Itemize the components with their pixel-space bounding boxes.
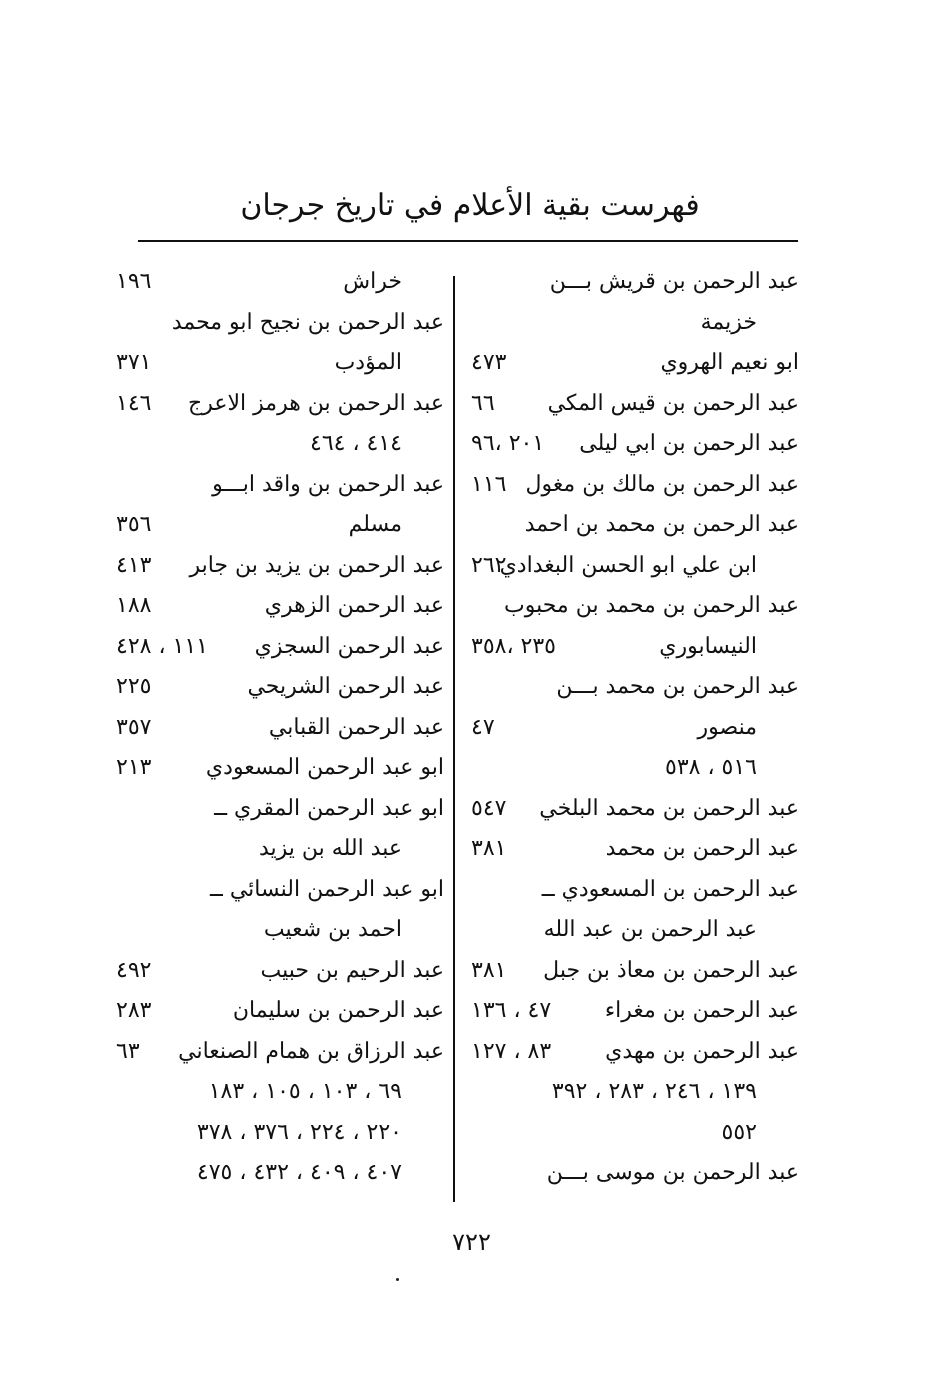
entry-name: ابن علي ابو الحسن البغدادي [499,552,757,578]
entry-name: عبد الرحمن بن معاذ بن جبل [543,957,799,983]
entry-pages: ٢١٣ [116,755,152,780]
index-entry [465,465,805,506]
entry-name: خزيمة [700,309,757,335]
index-entry [465,343,805,384]
entry-name: عبد الرحمن الزهري [264,593,444,618]
entry-pages: ٢٣٥ ،٣٥٨ [471,633,556,659]
index-entry [465,708,805,749]
entry-name: ابو عبد الرحمن النسائي ــ [209,876,444,902]
entry-pages: ٥٤٧ [471,795,507,821]
index-entry [110,465,450,506]
entry-pages: ١٤٦ [116,390,152,416]
entry-name: عبد الرحيم بن حبيب [260,957,444,983]
entry-name: عبد الله بن يزيد [259,836,402,861]
entry-pages: ٢٢٥ [116,674,152,699]
entry-name: ٤١٤ ، ٤٦٤ [310,431,402,456]
entry-pages: ٣٥٧ [116,714,152,740]
index-entry [110,424,450,465]
entry-name: عبد الرحمن الشريحي [247,674,444,699]
entry-name: احمد بن شعيب [263,917,402,942]
entry-name: عبد الرحمن بن محمد بن محبوب [504,593,799,618]
entry-pages: ٤٩٢ [116,957,152,983]
page-title: فهرست بقية الأعلام في تاريخ جرجان [240,188,700,223]
entry-name: النيسابوري [659,633,757,659]
index-entry [465,1072,805,1113]
entry-pages: ٢٦٢ [471,552,507,578]
entry-name: منصور [697,714,757,740]
entry-name: ابو نعيم الهروي [660,350,799,375]
index-entry [110,870,450,911]
entry-name: عبد الرحمن بن واقد ابـــو [212,471,444,497]
index-entry [110,910,450,951]
entry-pages: ٨٣ ، ١٢٧ [471,1038,552,1064]
index-entry [110,829,450,870]
index-entry [465,870,805,911]
index-entry [465,546,805,587]
index-entry [465,505,805,546]
index-entry [465,1032,805,1073]
index-entry [465,586,805,627]
index-entry [465,910,805,951]
entry-pages: ١١٦ [471,471,507,497]
index-entry [465,303,805,344]
entry-name: ابو عبد الرحمن المقري ــ [214,795,444,821]
entry-name: عبد الرحمن بن مهدي [605,1038,799,1064]
index-entry [110,1113,450,1154]
entry-name: عبد الرحمن بن موسى بـــن [546,1160,799,1185]
index-entry [110,505,450,546]
index-entry [110,1153,450,1194]
entry-name: عبد الرحمن بن نجيح ابو محمد [171,309,444,335]
entry-name: عبد الرحمن بن هرمز الاعرج [188,390,444,416]
index-entry [110,667,450,708]
entry-name: عبد الرحمن القبابي [268,714,444,740]
entry-name: عبد الرحمن بن قيس المكي [547,390,799,416]
index-column-left [110,262,450,1194]
index-column-right [465,262,805,1194]
header-rule [138,240,798,242]
entry-pages: ٦٦ [471,390,495,416]
entry-name: ابو عبد الرحمن المسعودي [205,755,444,780]
entry-name: خراش [343,269,402,294]
index-entry [465,748,805,789]
index-entry [465,1113,805,1154]
entry-pages: ٤٧ ، ١٣٦ [471,998,552,1023]
entry-name: ٤٠٧ ، ٤٠٩ ، ٤٣٢ ، ٤٧٥ [196,1160,402,1185]
entry-name: ٥١٦ ، ٥٣٨ [665,755,757,780]
entry-pages: ٣٥٦ [116,512,152,537]
entry-pages: ٣٧١ [116,350,152,375]
index-entry [110,789,450,830]
index-entry [110,262,450,303]
index-entry [110,1072,450,1113]
entry-name: عبد الرحمن بن مالك بن مغول [525,471,799,497]
entry-name: عبد الرحمن بن محمد بـــن [556,674,799,699]
column-divider [453,276,455,1202]
entry-name: ٢٢٠ ، ٢٢٤ ، ٣٧٦ ، ٣٧٨ [196,1119,402,1145]
entry-name: عبد الرزاق بن همام الصنعاني [178,1038,444,1064]
index-entry [110,586,450,627]
entry-pages: ٢٨٣ [116,998,152,1023]
entry-pages: ١٨٨ [116,593,152,618]
index-entry [110,546,450,587]
entry-name: ٦٩ ، ١٠٣ ، ١٠٥ ، ١٨٣ [208,1079,402,1104]
index-entry [465,789,805,830]
print-speck [396,1278,399,1281]
index-entry [465,262,805,303]
entry-name: عبد الرحمن السجزي [254,633,444,659]
page-number: ٧٢٢ [452,1228,491,1256]
entry-name: عبد الرحمن بن مغراء [604,998,799,1023]
entry-name: عبد الرحمن بن محمد [605,836,799,861]
index-entry [465,1153,805,1194]
index-entry [110,991,450,1032]
entry-pages: ٢٠١ ،٩٦ [471,431,545,456]
entry-pages: ٤٧٣ [471,350,507,375]
entry-name: عبد الرحمن بن يزيد بن جابر [189,552,444,578]
index-entry [110,384,450,425]
index-entry [465,384,805,425]
entry-name: عبد الرحمن بن ابي ليلى [579,431,799,456]
entry-name: عبد الرحمن بن محمد بن احمد [524,512,799,537]
entry-name: ٥٥٢ [721,1119,757,1145]
index-entry [110,951,450,992]
entry-pages: ٣٨١ [471,957,507,983]
entry-name: ١٣٩ ، ٢٤٦ ، ٢٨٣ ، ٣٩٢ [551,1079,757,1104]
entry-name: عبد الرحمن بن محمد البلخي [539,795,799,821]
index-entry [110,748,450,789]
entry-name: عبد الرحمن بن عبد الله [543,917,757,942]
entry-name: مسلم [348,512,402,537]
index-entry [110,708,450,749]
entry-pages: ٤٧ [471,714,495,740]
index-entry [465,627,805,668]
entry-pages: ٣٨١ [471,836,507,861]
index-entry [465,667,805,708]
entry-name: عبد الرحمن بن سليمان [232,998,444,1023]
index-entry [110,627,450,668]
entry-pages: ٤١٣ [116,552,152,578]
entry-pages: ١١١ ، ٤٢٨ [116,633,208,659]
index-entry [465,991,805,1032]
index-entry [465,424,805,465]
index-entry [110,343,450,384]
index-entry [110,303,450,344]
index-entry [465,829,805,870]
index-entry [110,1032,450,1073]
entry-name: المؤدب [334,350,402,375]
index-entry [465,951,805,992]
entry-pages: ١٩٦ [116,269,152,294]
entry-pages: ٦٣ [116,1038,140,1064]
entry-name: عبد الرحمن بن المسعودي ــ [541,876,799,902]
entry-name: عبد الرحمن بن قريش بـــن [549,269,799,294]
